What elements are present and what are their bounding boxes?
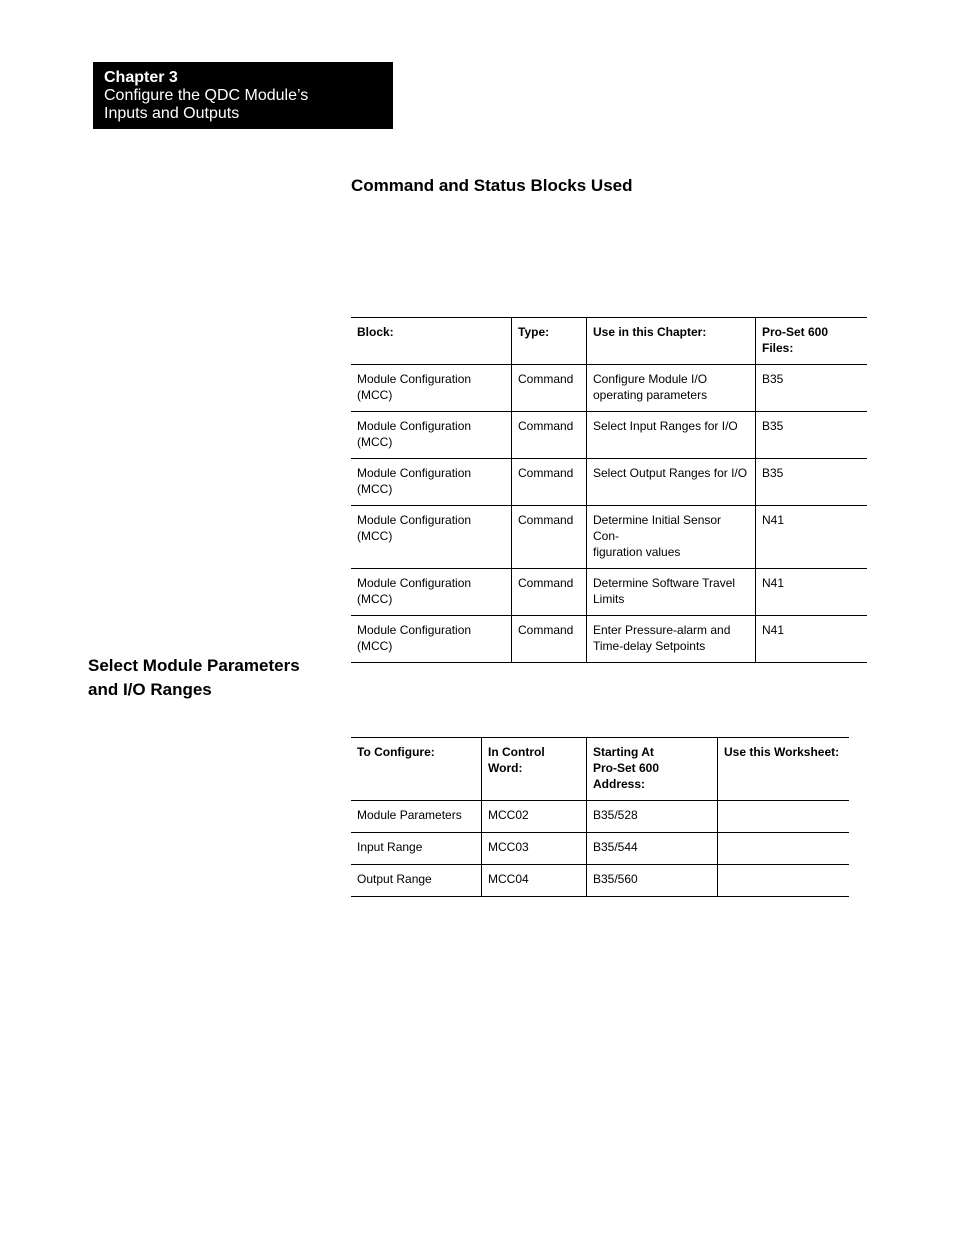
cell-control-word: MCC02 xyxy=(482,801,587,833)
select-heading-line1: Select Module Parameters xyxy=(88,656,300,675)
table-row xyxy=(351,865,849,897)
cell-to-configure: Output Range xyxy=(351,865,482,897)
cell-use-line2: figuration values xyxy=(593,545,681,559)
cell-control-word: MCC04 xyxy=(482,865,587,897)
cell-block: Module Configuration (MCC) xyxy=(351,459,512,506)
cell-type: Command xyxy=(512,569,587,616)
cell-type: Command xyxy=(512,616,587,663)
cell-use xyxy=(587,506,756,569)
cell-use-line1: Configure Module I/O xyxy=(593,372,708,386)
table-row xyxy=(351,833,849,865)
cell-files: N41 xyxy=(756,569,868,616)
cell-address: B35/528 xyxy=(587,801,718,833)
cell-to-configure: Input Range xyxy=(351,833,482,865)
cell-use-line2: Time-delay Setpoints xyxy=(593,639,706,653)
table-row xyxy=(351,412,867,459)
table-row xyxy=(351,616,867,663)
table-header-row xyxy=(351,318,867,365)
column-header-worksheet: Use this Worksheet: xyxy=(718,738,850,801)
cell-block: Module Configuration (MCC) xyxy=(351,412,512,459)
cell-to-configure: Module Parameters xyxy=(351,801,482,833)
cell-files: B35 xyxy=(756,459,868,506)
cell-files: N41 xyxy=(756,616,868,663)
column-header-starting-at xyxy=(587,738,718,801)
cell-block: Module Configuration (MCC) xyxy=(351,616,512,663)
column-header-files: Pro-Set 600 Files: xyxy=(756,318,868,365)
column-header-block: Block: xyxy=(351,318,512,365)
cell-block: Module Configuration (MCC) xyxy=(351,506,512,569)
cell-use-line2: Limits xyxy=(593,592,625,606)
cell-address: B35/560 xyxy=(587,865,718,897)
cell-worksheet xyxy=(718,865,850,897)
table-row xyxy=(351,506,867,569)
cell-use-line1: Enter Pressure-alarm and xyxy=(593,623,731,637)
cell-use-line2: operating parameters xyxy=(593,388,708,402)
command-blocks-table xyxy=(351,317,867,663)
cell-type: Command xyxy=(512,412,587,459)
cell-use-line1: Determine Software Travel xyxy=(593,576,736,590)
cell-use-line1: Determine Initial Sensor Con- xyxy=(593,513,722,543)
column-header-type: Type: xyxy=(512,318,587,365)
configuration-worksheet-table xyxy=(351,737,849,897)
cell-control-word: MCC03 xyxy=(482,833,587,865)
column-header-to-configure: To Configure: xyxy=(351,738,482,801)
cell-use xyxy=(587,616,756,663)
table-row xyxy=(351,365,867,412)
command-status-heading: Command and Status Blocks Used xyxy=(351,176,633,195)
cell-block: Module Configuration (MCC) xyxy=(351,365,512,412)
table-row xyxy=(351,569,867,616)
cell-type: Command xyxy=(512,506,587,569)
cell-use xyxy=(587,365,756,412)
chapter-header xyxy=(93,62,393,129)
table-row xyxy=(351,801,849,833)
cell-worksheet xyxy=(718,833,850,865)
table-row xyxy=(351,459,867,506)
chapter-title-line1: Configure the QDC Module’s xyxy=(104,87,309,104)
column-header-use: Use in this Chapter: xyxy=(587,318,756,365)
cell-block: Module Configuration (MCC) xyxy=(351,569,512,616)
cell-use: Select Output Ranges for I/O xyxy=(587,459,756,506)
cell-files: B35 xyxy=(756,412,868,459)
column-header-starting-at-line1: Starting At xyxy=(593,745,654,759)
cell-use: Select Input Ranges for I/O xyxy=(587,412,756,459)
cell-type: Command xyxy=(512,365,587,412)
select-parameters-heading xyxy=(88,654,328,702)
select-heading-line2: and I/O Ranges xyxy=(88,680,212,699)
cell-files: B35 xyxy=(756,365,868,412)
cell-worksheet xyxy=(718,801,850,833)
cell-files: N41 xyxy=(756,506,868,569)
chapter-title-line2: Inputs and Outputs xyxy=(104,105,240,122)
cell-type: Command xyxy=(512,459,587,506)
cell-use xyxy=(587,569,756,616)
cell-address: B35/544 xyxy=(587,833,718,865)
column-header-control-word: In Control Word: xyxy=(482,738,587,801)
column-header-starting-at-line2: Pro-Set 600 Address: xyxy=(593,761,660,791)
table-header-row xyxy=(351,738,849,801)
chapter-label: Chapter 3 xyxy=(104,69,178,86)
